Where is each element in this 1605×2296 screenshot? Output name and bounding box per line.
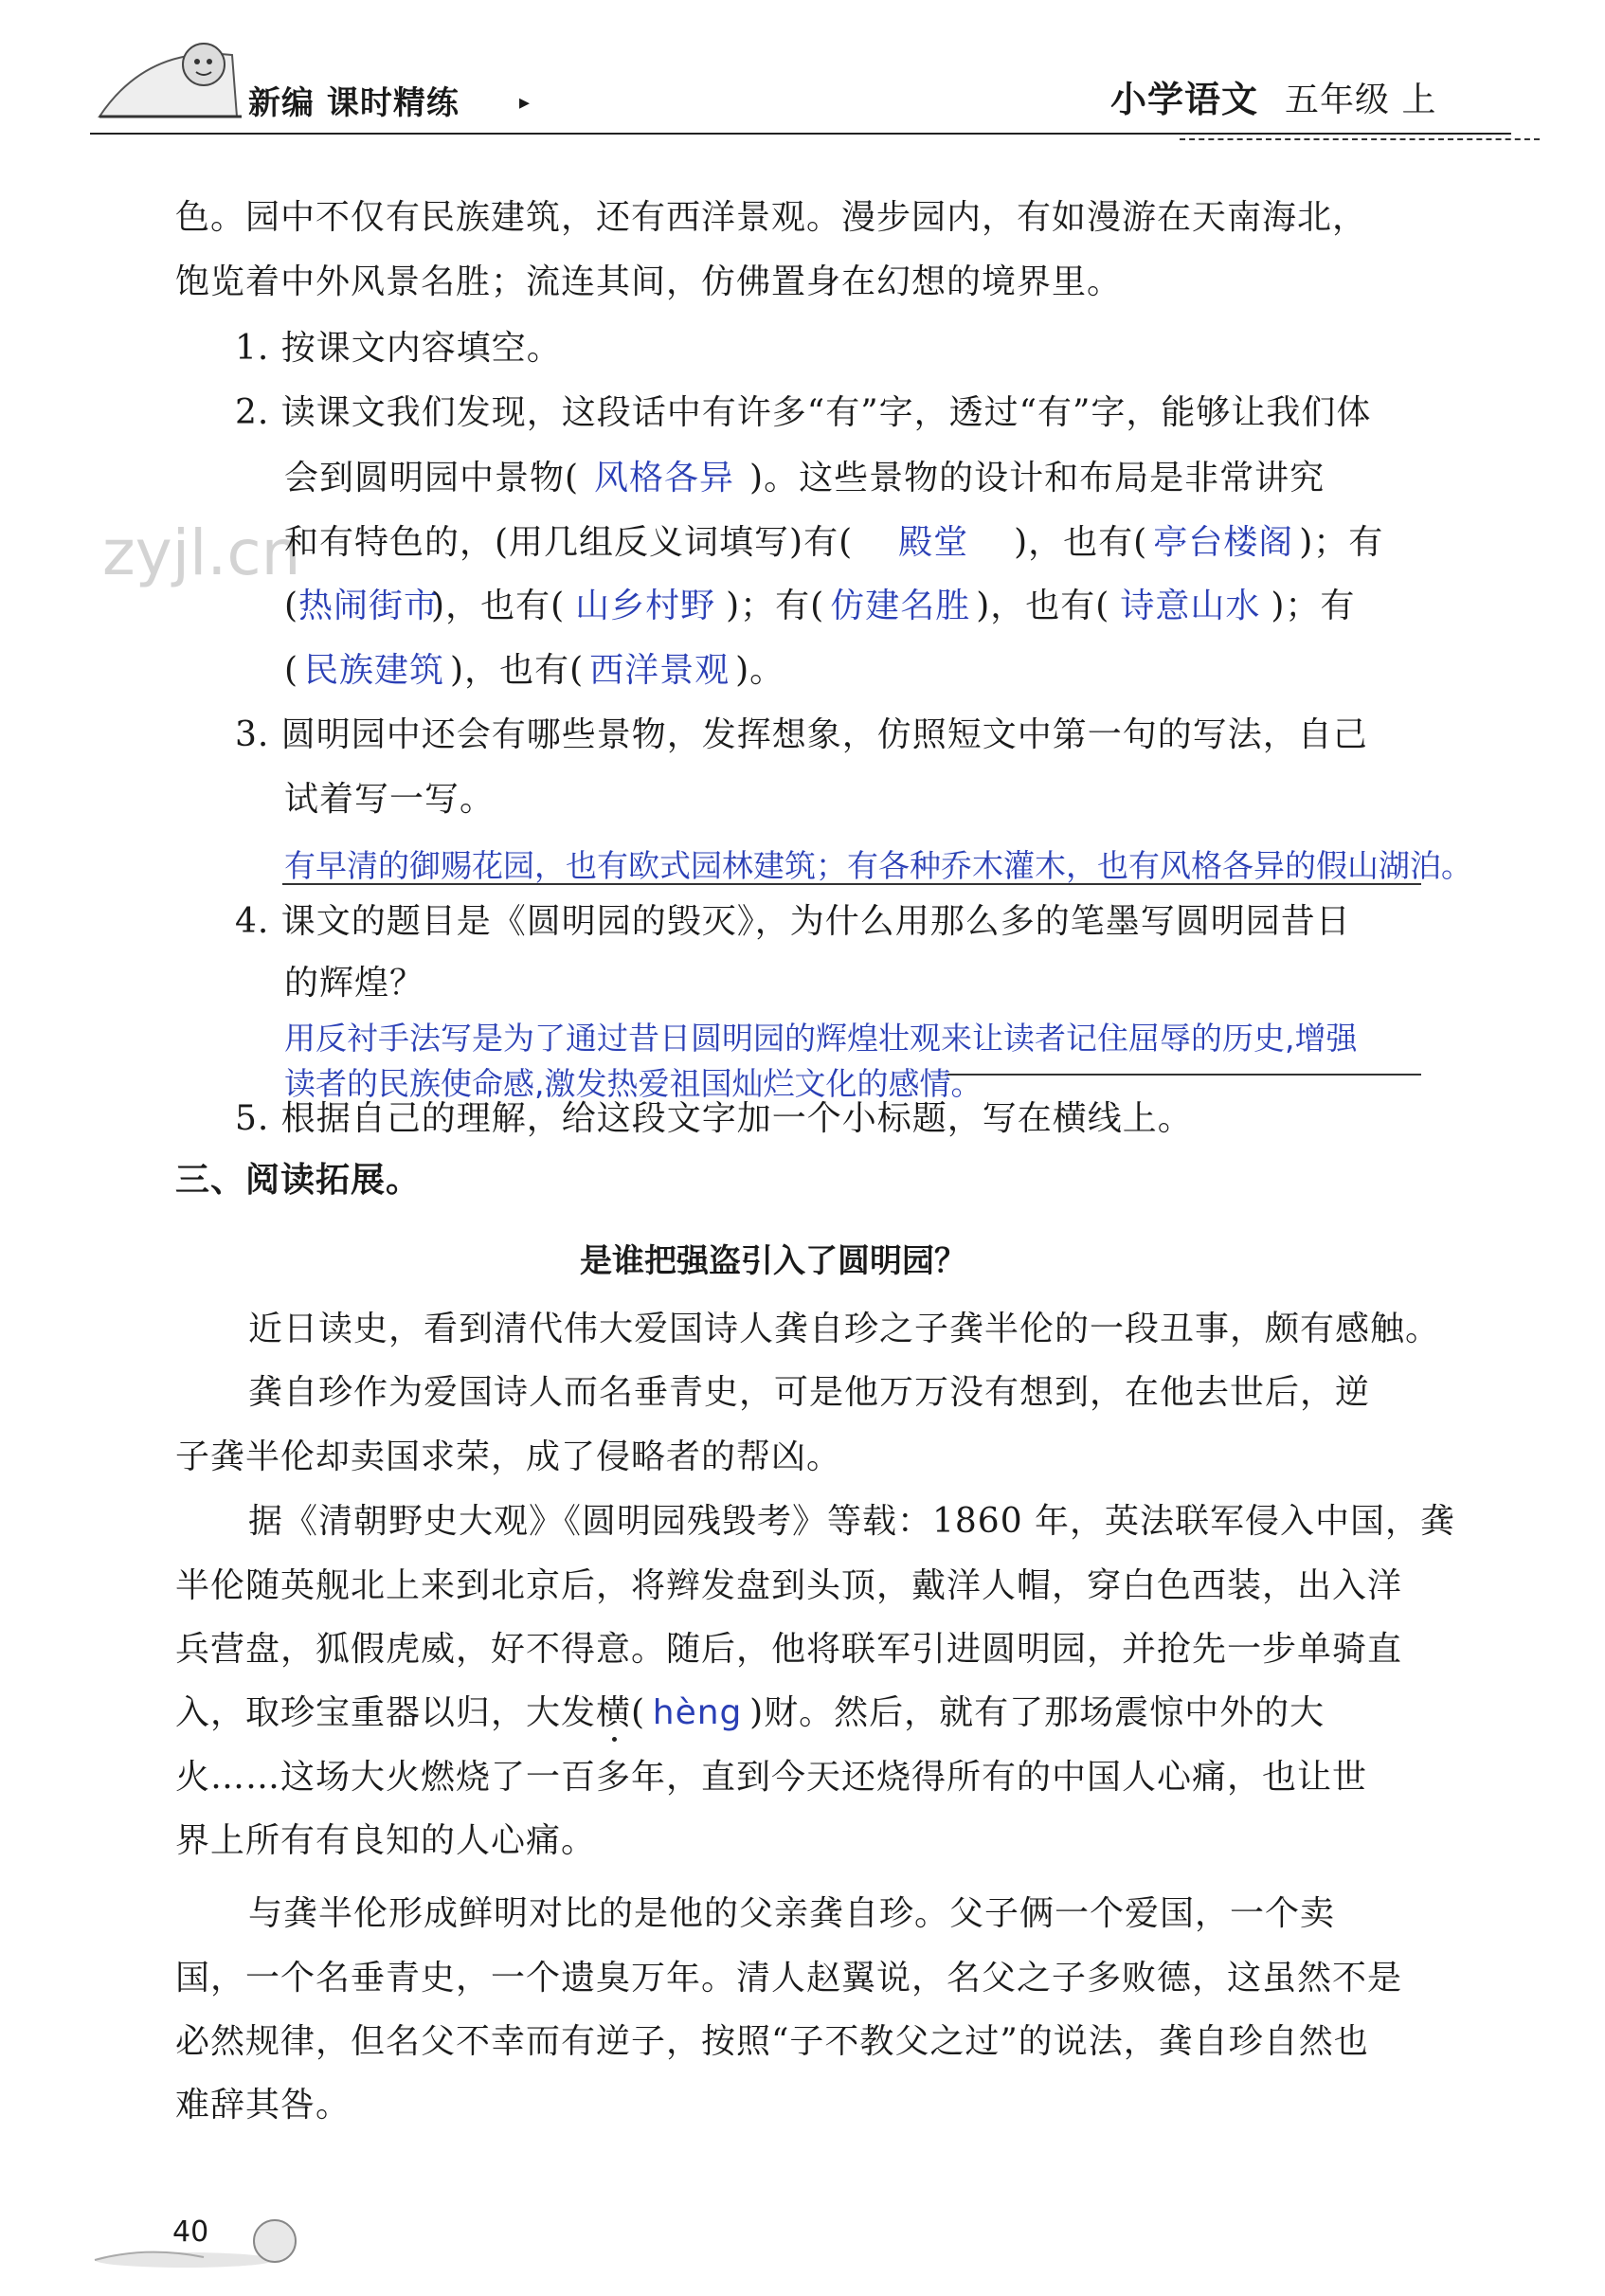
question-4-line: 4. 课文的题目是《圆明园的毁灭》，为什么用那么多的笔墨写圆明园昔日 bbox=[235, 902, 1351, 941]
question-4-answer: 读者的民族使命感,激发热爱祖国灿烂文化的感情。 bbox=[284, 1065, 983, 1102]
pinyin-answer: hèng bbox=[652, 1693, 743, 1732]
article-line: 入，取珍宝重器以归，大发横( hèng )财。然后，就有了那场震惊中外的大 bbox=[175, 1693, 1325, 1732]
question-3-line: 试着写一写。 bbox=[284, 780, 496, 819]
question-3-answer: 有早清的御赐花园，也有欧式园林建筑；有各种乔木灌木，也有风格各异的假山湖泊。 bbox=[284, 847, 1472, 884]
answer-blank: 亭台楼阁 bbox=[1153, 523, 1294, 562]
series-title: 新编 课时精练 bbox=[248, 84, 460, 122]
emphasis-char: 横 bbox=[596, 1693, 632, 1732]
answer-blank: 诗意山水 bbox=[1120, 587, 1261, 625]
answer-blank: 热闹街市 bbox=[298, 587, 440, 625]
header-arrow-icon: ▸ bbox=[519, 91, 531, 115]
question-2-line: (热闹街市)，也有( 山乡村野 )；有( 仿建名胜 )，也有( 诗意山水 )；有 bbox=[284, 587, 1356, 625]
answer-blank: 民族建筑 bbox=[304, 651, 445, 690]
book-logo-icon bbox=[90, 27, 251, 131]
header-rule bbox=[90, 133, 1511, 135]
page-number: 40 bbox=[172, 2215, 209, 2249]
article-line: 国，一个名垂青史，一个遗臭万年。清人赵翼说，名父之子多败德，这虽然不是 bbox=[175, 1959, 1403, 1998]
article-line: 兵营盘，狐假虎威，好不得意。随后，他将联军引进圆明园，并抢先一步单骑直 bbox=[175, 1630, 1403, 1669]
answer-blank: 仿建名胜 bbox=[830, 587, 971, 625]
question-2-line: 2. 读课文我们发现，这段话中有许多“有”字，透过“有”字，能够让我们体 bbox=[235, 393, 1372, 432]
question-3-line: 3. 圆明园中还会有哪些景物，发挥想象，仿照短文中第一句的写法，自己 bbox=[235, 715, 1368, 754]
article-title: 是谁把强盗引入了圆明园？ bbox=[580, 1242, 966, 1280]
passage-line: 色。园中不仅有民族建筑，还有西洋景观。漫步园内，有如漫游在天南海北， bbox=[175, 198, 1368, 237]
question-5: 5. 根据自己的理解，给这段文字加一个小标题，写在横线上。 bbox=[235, 1099, 1193, 1138]
passage-line: 饱览着中外风景名胜；流连其间，仿佛置身在幻想的境界里。 bbox=[175, 262, 1123, 301]
article-line: 难辞其咎。 bbox=[175, 2086, 352, 2124]
answer-line bbox=[282, 883, 1421, 885]
question-2-line: ( 民族建筑 )，也有( 西洋景观 )。 bbox=[284, 651, 785, 690]
article-line: 近日读史，看到清代伟大爱国诗人龚自珍之子龚半伦的一段丑事，颇有感触。 bbox=[248, 1310, 1441, 1348]
header-grade: 五年级 上 bbox=[1285, 81, 1437, 119]
answer-line bbox=[947, 1074, 1421, 1076]
question-4-answer: 用反衬手法写是为了通过昔日圆明园的辉煌壮观来让读者记住屈辱的历史,增强 bbox=[284, 1020, 1358, 1057]
question-4-line: 的辉煌？ bbox=[284, 964, 425, 1003]
watermark: zyjl.cn bbox=[102, 516, 301, 589]
article-line: 龚自珍作为爱国诗人而名垂青史，可是他万万没有想到，在他去世后，逆 bbox=[248, 1373, 1371, 1412]
article-line: 火……这场大火燃烧了一百多年，直到今天还烧得所有的中国人心痛，也让世 bbox=[175, 1758, 1368, 1797]
article-line: 半伦随英舰北上来到北京后，将辫发盘到头顶，戴洋人帽，穿白色西装，出入洋 bbox=[175, 1566, 1403, 1605]
article-line: 必然规律，但名父不幸而有逆子，按照“子不教父之过”的说法，龚自珍自然也 bbox=[175, 2022, 1369, 2061]
question-2-line: 会到圆明园中景物( 风格各异 )。这些景物的设计和布局是非常讲究 bbox=[284, 459, 1325, 497]
answer-blank: 风格各异 bbox=[594, 459, 735, 497]
answer-blank: 殿堂 bbox=[898, 523, 969, 562]
article-line: 界上所有有良知的人心痛。 bbox=[175, 1821, 597, 1860]
article-line: 子龚半伦却卖国求荣，成了侵略者的帮凶。 bbox=[175, 1437, 842, 1476]
article-line: 与龚半伦形成鲜明对比的是他的父亲龚自珍。父子俩一个爱国，一个卖 bbox=[248, 1894, 1336, 1933]
header-dotted-rule bbox=[1180, 138, 1540, 140]
section-heading: 三、阅读拓展。 bbox=[175, 1161, 422, 1200]
question-1: 1. 按课文内容填空。 bbox=[235, 329, 562, 368]
header-subject: 小学语文 bbox=[1110, 78, 1259, 120]
question-2-line: 和有特色的，(用几组反义词填写)有( 殿堂 )，也有( 亭台楼阁 )；有 bbox=[284, 523, 1384, 562]
article-line: 据《清朝野史大观》《圆明园残毁考》等载：1860 年，英法联军侵入中国，龚 bbox=[248, 1502, 1456, 1541]
answer-blank: 西洋景观 bbox=[589, 651, 730, 690]
answer-blank: 山乡村野 bbox=[575, 587, 716, 625]
